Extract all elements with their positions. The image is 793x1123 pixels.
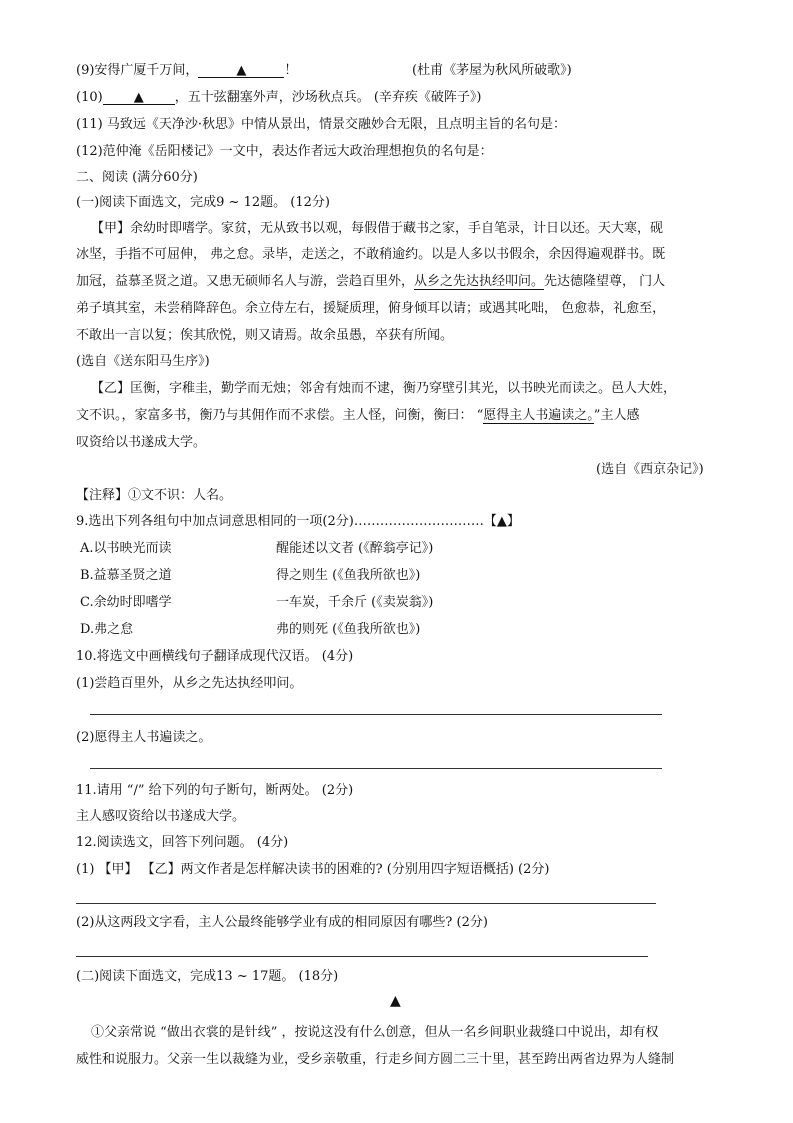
q12-sub-2: (2)从这两段文字看，主人公最终能够学业有成的相同原因有哪些? (2分) [76, 915, 488, 930]
jia-line-3-start: 加冠，益慕圣贤之道。又患无硕师名人与游，尝趋百里外， [76, 274, 415, 289]
q12-sub-1: (1) 【甲】 【乙】两文作者是怎样解决读书的困难的? (分别用四字短语概括) (2分) [76, 862, 550, 877]
annotation-note: 【注释】①文不识：人名。 [76, 488, 233, 503]
q10-stem: 10.将选文中画横线句子翻译成现代汉语。 (4分) [76, 649, 354, 664]
q9-option-a[interactable] [80, 540, 172, 558]
jia-line-4: 弟子填其室，未尝稍降辞色。余立侍左右，援疑质理，俯身倾耳以请；或遇其叱咄， 色愈恭，礼愈至， [76, 301, 666, 316]
option-left: D.弗之怠 [80, 622, 134, 637]
q9-option-d-compare: 弗的则死 (《鱼我所欲也》) [276, 622, 421, 637]
q9-option-b[interactable] [80, 567, 172, 585]
q10-fill-line [76, 89, 481, 107]
yi-line-3: 叹资给以书遂成大学。 [76, 435, 207, 450]
q12-fill-line: (12)范仲淹《岳阳楼记》一文中，表达作者远大政治理想抱负的名句是： [76, 144, 493, 159]
q10-fill-prefix: (10) [76, 90, 103, 105]
part1-intro: (一)阅读下面选文，完成9 ~ 12题。 (12分) [76, 195, 330, 210]
q9-fill-suffix: ！ [284, 63, 298, 78]
q10-sub-1: (1)尝趋百里外，从乡之先达执经叩问。 [76, 676, 303, 691]
q9-option-c[interactable] [80, 594, 172, 612]
jia-line-1: 【甲】余幼时即嗜学。家贫，无从致书以观，每假借于藏书之家，手自笔录，计日以还。天大寒，砚 [91, 221, 664, 236]
yi-line-2-end: ”主人感 [593, 408, 640, 423]
q9-fill-source: (杜甫《茅屋为秋风所破歌》) [412, 63, 572, 78]
q10-sub-2: (2)愿得主人书遍读之。 [76, 730, 212, 745]
essay-line-1: ①父亲常说 “做出衣裳的是针线” ，按说这没有什么创意，但从一名乡间职业裁缝口中说出，却有权 [91, 1025, 659, 1040]
answer-line[interactable] [76, 903, 656, 904]
jia-source: (选自《送东阳马生序》) [76, 354, 210, 369]
q9-fill-line [76, 62, 297, 80]
answer-line[interactable] [90, 768, 662, 769]
q11-text: 主人感叹资给以书遂成大学。 [76, 809, 246, 824]
q12-stem: 12.阅读选文，回答下列问题。 (4分) [76, 835, 289, 850]
yi-line-2 [76, 407, 639, 425]
section-heading: 二、阅读 (满分60分) [76, 170, 198, 185]
option-left: C.余幼时即嗜学 [80, 595, 172, 610]
yi-source: (选自《西京杂记》) [596, 462, 704, 477]
blank-triangle: ▲ [236, 63, 247, 78]
yi-underlined-sentence: 愿得主人书遍读之。 [483, 408, 594, 423]
answer-line[interactable] [90, 714, 662, 715]
q9-option-b-compare: 得之则生 (《鱼我所欲也》) [276, 568, 421, 583]
option-left: A.以书映光而读 [80, 541, 172, 556]
q10-fill-blank[interactable] [103, 89, 175, 105]
yi-line-2-start: 文不识。，家富多书，衡乃与其佣作而不求偿。主人怪，问衡，衡曰： “ [76, 408, 484, 423]
part2-intro: (二)阅读下面选文，完成13 ~ 17题。 (18分) [76, 969, 339, 984]
jia-line-5: 不敢出一言以复；俟其欣悦，则又请焉。故余虽愚，卒获有所闻。 [76, 328, 454, 343]
q9-fill-prefix: (9)安得广厦千万间， [76, 63, 199, 78]
jia-line-2: 冰坚，手指不可屈伸， 弗之怠。录毕，走送之，不敢稍逾约。以是人多以书假余，余因得遍观群书。既 [76, 247, 666, 262]
option-left: B.益慕圣贤之道 [80, 568, 172, 583]
q11-fill-line: (11) 马致远《天净沙·秋思》中情从景出，情景交融妙合无限，且点明主旨的名句是： [76, 117, 566, 132]
answer-line[interactable] [76, 956, 648, 957]
essay-line-2: 威性和说服力。父亲一生以裁缝为业，受乡亲敬重，行走乡间方圆二三十里，甚至跨出两省边界为人缝制 [76, 1052, 675, 1067]
part2-title-placeholder: ▲ [390, 993, 401, 1009]
q11-stem: 11.请用 “/” 给下列的句子断句，断两处。 (2分) [76, 783, 354, 798]
q9-stem: 9.选出下列各组句中加点词意思相同的一项(2分)…………………………【▲】 [76, 514, 520, 529]
jia-line-3 [76, 273, 665, 291]
jia-underlined-sentence: 从乡之先达执经叩问。 [414, 274, 545, 289]
q9-option-a-compare: 醒能述以文者 (《醉翁亭记》) [276, 541, 434, 556]
q9-option-d[interactable] [80, 621, 133, 639]
yi-line-1: 【乙】匡衡，字稚圭，勤学而无烛；邻舍有烛而不逮，衡乃穿壁引其光，以书映光而读之。邑人大姓， [91, 381, 677, 396]
q9-fill-blank[interactable] [198, 62, 284, 78]
jia-line-3-end: 先达德隆望尊， 门人 [544, 274, 666, 289]
blank-triangle: ▲ [133, 90, 144, 105]
q9-option-c-compare: 一车炭，千余斤 (《卖炭翁》) [276, 595, 434, 610]
q10-fill-suffix: ，五十弦翻塞外声，沙场秋点兵。 (辛弃疾《破阵子》) [174, 90, 482, 105]
